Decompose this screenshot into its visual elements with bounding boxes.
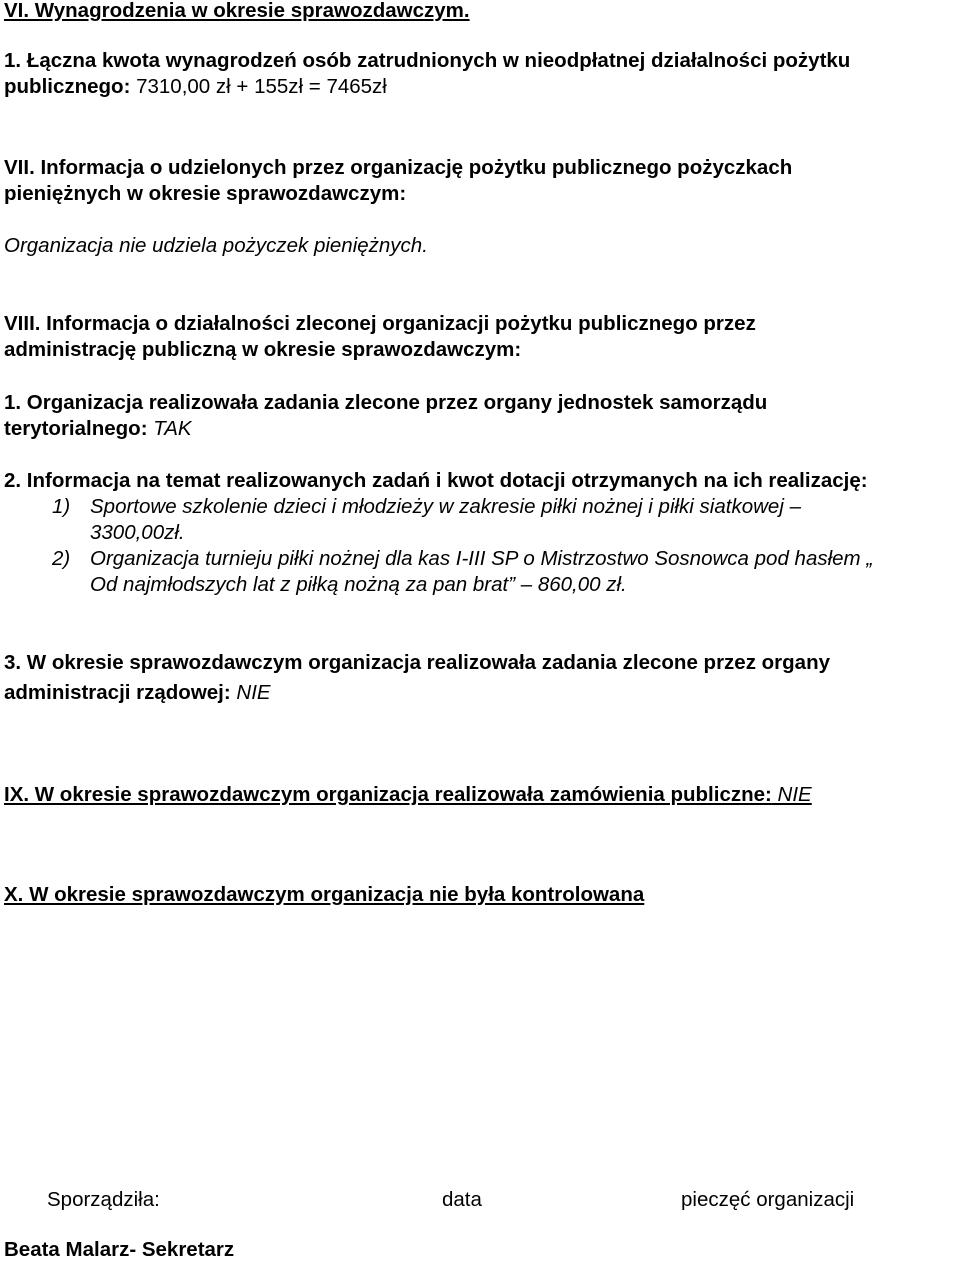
label: terytorialnego: xyxy=(4,417,148,440)
section-viii-heading-line2: administrację publiczną w okresie sprawozdawczym: xyxy=(4,338,522,361)
stamp-label: pieczęć organizacji xyxy=(681,1188,855,1211)
task-number: 1) xyxy=(52,495,71,518)
section-vii-heading-line2: pieniężnych w okresie sprawozdawczym: xyxy=(4,182,407,205)
section-viii-item3-line1: 3. W okresie sprawozdawczym organizacja realizowała zadania zlecone przez organy xyxy=(4,651,830,674)
section-vi-item1-line1: 1. Łączna kwota wynagrodzeń osób zatrudnionych w nieodpłatnej działalności pożytku xyxy=(4,49,851,72)
label: publicznego: xyxy=(4,75,131,98)
section-ix xyxy=(4,782,812,808)
task-text: Sportowe szkolenie dzieci i młodzieży w zakresie piłki nożnej i piłki siatkowej – xyxy=(90,495,801,518)
section-vii-statement: Organizacja nie udziela pożyczek pieniężnych. xyxy=(4,234,428,257)
value: NIE xyxy=(771,783,812,806)
label: administracji rządowej: xyxy=(4,681,231,704)
label: IX. W okresie sprawozdawczym organizacja realizowała zamówienia publiczne: xyxy=(4,783,772,806)
section-x: X. W okresie sprawozdawczym organizacja nie była kontrolowana xyxy=(4,883,645,906)
signatory-name: Beata Malarz- Sekretarz xyxy=(4,1238,235,1261)
section-vi-item1-line2 xyxy=(4,74,387,100)
wage-total-value: 7310,00 zł + 155zł = 7465zł xyxy=(130,75,387,98)
value: NIE xyxy=(230,681,271,704)
section-viii-item1-line1: 1. Organizacja realizowała zadania zlecone przez organy jednostek samorządu xyxy=(4,391,768,414)
task-text: Organizacja turnieju piłki nożnej dla kas I-III SP o Mistrzostwo Sosnowca pod hasłem „ xyxy=(90,547,874,570)
value: TAK xyxy=(147,417,192,440)
section-vii-heading-line1: VII. Informacja o udzielonych przez organizację pożytku publicznego pożyczkach xyxy=(4,156,793,179)
section-vi-heading: VI. Wynagrodzenia w okresie sprawozdawczym. xyxy=(4,0,470,22)
task-item-2-line2: Od najmłodszych lat z piłką nożną za pan brat” – 860,00 zł. xyxy=(90,573,627,596)
section-viii-item3-line2 xyxy=(4,680,271,706)
date-label: data xyxy=(442,1188,482,1211)
prepared-by-label: Sporządziła: xyxy=(47,1188,160,1211)
task-item-2-line1 xyxy=(52,546,873,572)
section-viii-item2-heading: 2. Informacja na temat realizowanych zadań i kwot dotacji otrzymanych na ich realizację: xyxy=(4,469,868,492)
task-number: 2) xyxy=(52,547,71,570)
task-item-1-line1 xyxy=(52,494,801,520)
task-item-1-line2: 3300,00zł. xyxy=(90,521,185,544)
section-viii-item1-line2 xyxy=(4,416,192,442)
section-viii-heading-line1: VIII. Informacja o działalności zleconej organizacji pożytku publicznego przez xyxy=(4,312,756,335)
